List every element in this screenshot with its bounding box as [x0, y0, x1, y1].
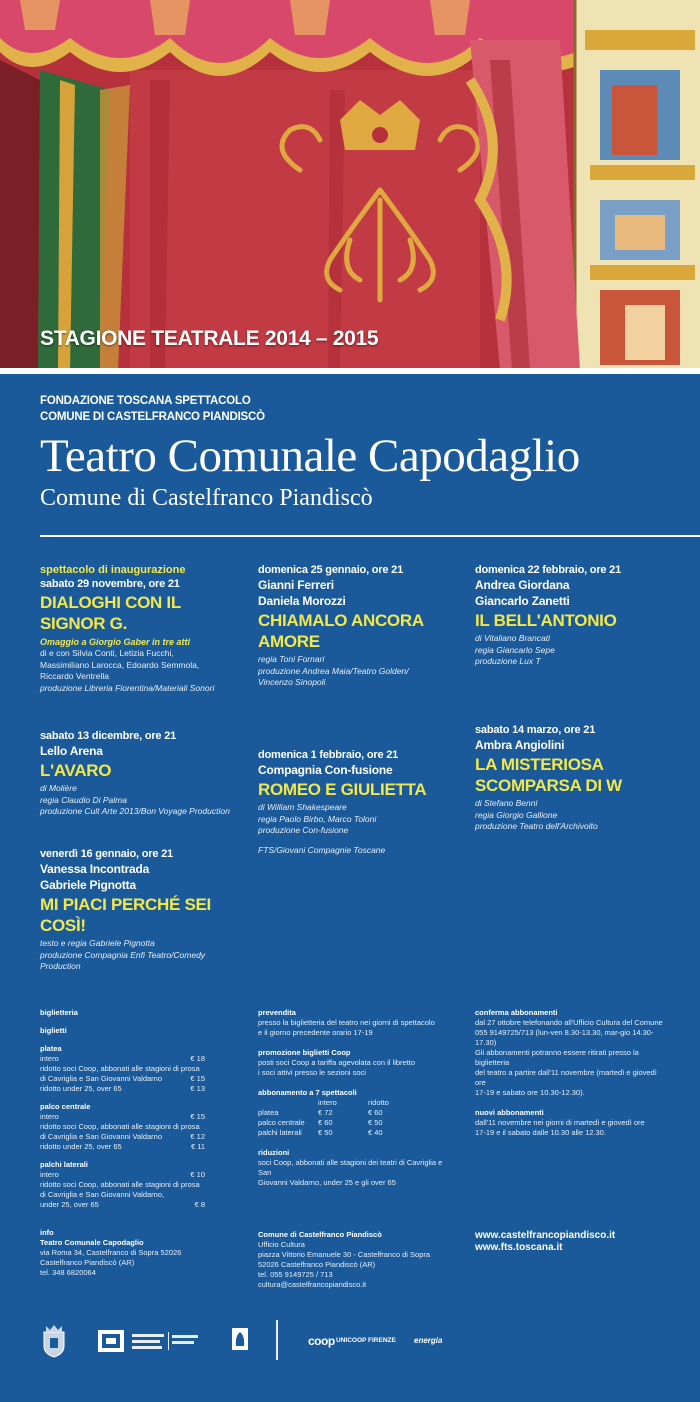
show-credit: di William Shakespeare	[258, 802, 347, 812]
show-credit: regia Claudio Di Palma	[40, 794, 127, 805]
show-production: produzione Lux T	[475, 656, 541, 666]
info-heading: biglietti	[40, 1026, 67, 1035]
info-line: 52026 Castelfranco Piandiscò (AR)	[258, 1260, 376, 1269]
show-performer: Gabriele Pignotta	[40, 878, 136, 892]
price-row: intero € 15	[40, 1112, 205, 1121]
price-row: di Cavriglia e San Giovanni Valdarno,	[40, 1190, 165, 1199]
show-performer: Lello Arena	[40, 744, 103, 758]
show-credit: di e con Silvia Conti, Letizia Fucchi,	[40, 648, 174, 658]
show-credit: regia Paolo Birbo, Marco Toloni	[258, 813, 377, 824]
price-row: ridotto soci Coop, abbonati alle stagioni di prosa	[40, 1064, 200, 1073]
price-row: ridotto under 25, over 65 € 13	[40, 1084, 205, 1093]
info-heading: promozione biglietti Coop	[258, 1048, 351, 1057]
info-line: Castelfranco Piandiscò (AR)	[40, 1258, 135, 1267]
fondazione-toscana-logo-icon	[132, 1332, 202, 1350]
info-line: dal 27 ottobre telefonando all'Ufficio Cultura del Comune	[475, 1018, 663, 1027]
organizer-line-1: FONDAZIONE TOSCANA SPETTACOLO	[40, 395, 251, 407]
info-line: presso la biglietteria del teatro nei giorni di spettacolo	[258, 1018, 435, 1027]
show-extra: FTS/Giovani Compagnie Toscane	[258, 844, 386, 855]
show-title: IL BELL'ANTONIO	[475, 611, 617, 630]
show-title: LA MISTERIOSA SCOMPARSA DI W	[475, 755, 622, 795]
show-performer: Gianni Ferreri	[258, 578, 334, 592]
show-credit: testo e regia Gabriele Pignotta	[40, 938, 155, 948]
show-performer: Ambra Angiolini	[475, 738, 565, 752]
hero-divider	[0, 368, 700, 374]
side-printer-note	[680, 860, 688, 940]
energia-logo: energia	[414, 1336, 443, 1345]
theatre-curtain-illustration	[0, 0, 700, 370]
theatre-title: Teatro Comunale Capodaglio	[40, 430, 580, 482]
info-line: i soci attivi presso le sezioni soci	[258, 1068, 366, 1077]
regione-toscana-icon	[232, 1328, 248, 1350]
show-date: sabato 14 marzo, ore 21	[475, 724, 596, 736]
info-heading: abbonamento a 7 spettacoli	[258, 1088, 357, 1097]
price-row: ridotto soci Coop, abbonati alle stagioni di prosa	[40, 1122, 200, 1131]
info-line: Gli abbonamenti potranno essere ritirati presso la biglietteria	[475, 1048, 639, 1067]
show-credit: di Stefano Benni	[475, 798, 538, 808]
show-performer: Compagnia Con-fusione	[258, 763, 393, 777]
sponsor-logos	[0, 1318, 700, 1368]
show-performer: Vanessa Incontrada	[40, 862, 150, 876]
price-row: intero € 18	[40, 1054, 205, 1063]
show-title: ROMEO E GIULIETTA	[258, 780, 427, 799]
fts-logo-icon	[98, 1330, 124, 1352]
info-line: Teatro Comunale Capodaglio	[40, 1238, 144, 1247]
show-date: sabato 13 dicembre, ore 21	[40, 730, 177, 742]
info-line: tel. 348 6820064	[40, 1268, 96, 1277]
show-production: produzione Andrea Maia/Teatro Golden/ Vincenzo Sinopoli	[258, 665, 409, 687]
show-date: domenica 22 febbraio, ore 21	[475, 564, 622, 576]
show-production: produzione Cult Arte 2013/Bon Voyage Production	[40, 806, 230, 816]
header-divider	[40, 535, 700, 537]
show-production: produzione Con-fusione	[258, 825, 349, 835]
website-link[interactable]: www.castelfrancopiandisco.it	[475, 1230, 616, 1241]
price-row: di Cavriglia e San Giovanni Valdarno € 15	[40, 1074, 205, 1083]
show-title: MI PIACI PERCHÉ SEI COSÌ!	[40, 895, 211, 935]
show-card	[40, 847, 230, 973]
price-row: intero € 10	[40, 1170, 205, 1179]
price-row: under 25, over 65 € 8	[40, 1200, 205, 1209]
show-card	[258, 563, 433, 689]
info-heading: prevendita	[258, 1008, 296, 1017]
sales-info	[258, 1008, 443, 1188]
subscription-table-header: intero ridotto	[318, 1098, 389, 1107]
show-title: CHIAMALO ANCORA AMORE	[258, 611, 424, 651]
side-printer-note	[680, 770, 688, 830]
price-group-heading: palchi laterali	[40, 1160, 88, 1169]
info-line: soci Coop, abbonati alle stagioni dei teatri di Cavriglia e San	[258, 1158, 443, 1177]
curtain-artwork	[0, 0, 700, 370]
show-performer: Andrea Giordana	[475, 578, 570, 592]
show-credit: Riccardo Ventrella	[40, 671, 109, 681]
show-card	[40, 729, 240, 818]
info-line: Giovanni Valdarno, under 25 e gli over 65	[258, 1178, 396, 1187]
coop-logo: coop	[308, 1334, 335, 1348]
logo-divider	[276, 1320, 278, 1360]
info-heading: conferma abbonamenti	[475, 1008, 558, 1017]
info-line: posti soci Coop a tariffa agevolata con il libretto	[258, 1058, 416, 1067]
show-date: domenica 1 febbraio, ore 21	[258, 749, 399, 761]
info-line: Ufficio Cultura	[258, 1240, 305, 1249]
info-heading: nuovi abbonamenti	[475, 1108, 544, 1117]
info-line: 17-19 e il sabato dalle 10.30 alle 12.30.	[475, 1128, 606, 1137]
info-heading: biglietteria	[40, 1008, 78, 1017]
price-row: ridotto under 25, over 65 € 11	[40, 1142, 205, 1151]
info-line: piazza Vittorio Emanuele 30 - Castelfranco di Sopra	[258, 1250, 431, 1259]
info-line: 17-19 e sabato ore 10.30-12.30).	[475, 1088, 585, 1097]
show-date: venerdì 16 gennaio, ore 21	[40, 848, 173, 860]
info-heading: riduzioni	[258, 1148, 290, 1157]
info-line: e il giorno precedente orario 17-19	[258, 1028, 373, 1037]
website-link[interactable]: www.fts.toscana.it	[475, 1242, 563, 1253]
show-production: produzione Compagnia Enfi Teatro/Comedy Production	[40, 949, 206, 971]
show-credit: di Molière	[40, 783, 77, 793]
show-production: produzione Teatro dell'Archivolto	[475, 821, 598, 831]
info-heading: Comune di Castelfranco Piandiscò	[258, 1230, 382, 1239]
coop-logo-subtitle: UNICOOP FIRENZE	[336, 1337, 396, 1344]
price-row: di Cavriglia e San Giovanni Valdarno € 12	[40, 1132, 205, 1141]
organizer-line-2: COMUNE DI CASTELFRANCO PIANDISCÒ	[40, 411, 265, 423]
season-banner: STAGIONE TEATRALE 2014 – 2015	[40, 327, 379, 350]
show-credit: regia Giancarlo Sepe	[475, 644, 555, 655]
municipality-contact	[258, 1230, 448, 1290]
info-line: del teatro a partire dall'11 novembre (martedì e giovedì ore	[475, 1068, 657, 1087]
info-line: dall'11 novembre nei giorni di martedì e giovedì ore	[475, 1118, 645, 1127]
show-label: spettacolo di inaugurazione	[40, 564, 186, 576]
show-card	[475, 563, 675, 668]
show-credit: regia Giorgio Gallione	[475, 809, 558, 820]
subscription-row: platea € 72 € 60	[258, 1108, 383, 1117]
show-tagline: Omaggio a Giorgio Gaber in tre atti	[40, 637, 191, 647]
show-credit: Massimiliano Larocca, Edoardo Semmola,	[40, 659, 200, 670]
show-credit: di Vitaliano Brancati	[475, 633, 550, 643]
show-card	[258, 748, 458, 856]
ticket-info	[40, 1008, 215, 1278]
show-title: L'AVARO	[40, 761, 112, 780]
show-production: produzione Libreria Fiorentina/Materiali Sonori	[40, 682, 215, 693]
price-group-heading: palco centrale	[40, 1102, 91, 1111]
show-date: domenica 25 gennaio, ore 21	[258, 564, 403, 576]
info-line: via Roma 34, Castelfranco di Sopra 52026	[40, 1248, 182, 1257]
info-line: tel. 055 9149725 / 713	[258, 1270, 333, 1279]
show-title: DIALOGHI CON IL SIGNOR G.	[40, 593, 181, 633]
show-performer: Daniela Morozzi	[258, 594, 346, 608]
websites	[475, 1230, 615, 1254]
subscription-info	[475, 1008, 665, 1138]
show-card	[475, 723, 655, 833]
price-group-heading: platea	[40, 1044, 62, 1053]
show-card	[40, 563, 240, 694]
info-line: 055 9149725/713 (lun-ven 8.30-13.30, mar-gio 14.30-17.30)	[475, 1028, 654, 1047]
show-date: sabato 29 novembre, ore 21	[40, 578, 180, 590]
show-credit: regia Toni Fornari	[258, 654, 325, 664]
info-heading: info	[40, 1228, 54, 1237]
municipality-subtitle: Comune di Castelfranco Piandiscò	[40, 485, 373, 511]
municipal-crest-icon	[40, 1324, 68, 1358]
subscription-row: palchi laterali € 50 € 40	[258, 1128, 383, 1137]
subscription-row: palco centrale € 60 € 50	[258, 1118, 383, 1127]
info-line: cultura@castelfrancopiandisco.it	[258, 1280, 367, 1289]
price-row: ridotto soci Coop, abbonati alle stagioni di prosa	[40, 1180, 200, 1189]
show-performer: Giancarlo Zanetti	[475, 594, 570, 608]
